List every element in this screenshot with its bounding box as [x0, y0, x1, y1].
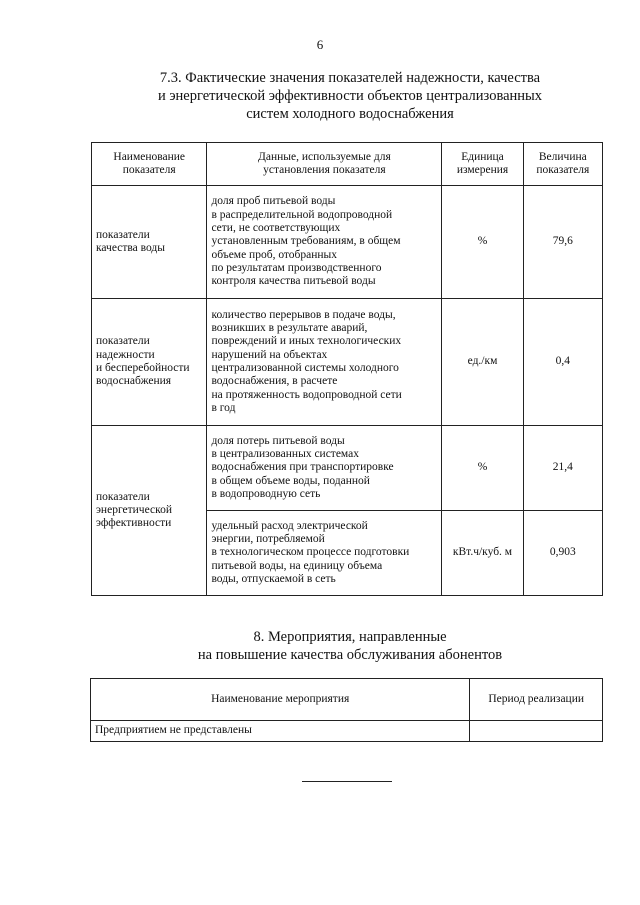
section-7-3-title: 7.3. Фактические значения показателей надежности, качества и энергетической эффективности объектов централизованных систем холодного водоснабжения — [157, 70, 543, 122]
indicators-table — [91, 142, 603, 596]
indicator-unit: % — [442, 426, 523, 511]
signature-line — [302, 781, 392, 782]
header-value: Величина показателя — [523, 143, 602, 186]
header-measure-name: Наименование мероприятия — [91, 679, 470, 721]
table-row — [92, 186, 603, 299]
indicator-data: доля потерь питьевой воды в централизованных системах водоснабжения при транспортировке в общем объеме воды, поданной в водопроводную сеть — [207, 426, 442, 511]
header-indicator-name: Наименование показателя — [92, 143, 207, 186]
measure-name: Предприятием не представлены — [91, 721, 470, 742]
header-data-used: Данные, используемые для установления показателя — [207, 143, 442, 186]
indicator-value: 0,4 — [523, 299, 602, 426]
table-row — [92, 299, 603, 426]
indicator-data: количество перерывов в подаче воды, возникших в результате аварий, повреждений и иных технологических нарушений на объектах централизованной системы холодного водоснабжения, в расчете на протяженность водопроводной сети в год — [207, 299, 442, 426]
indicator-name: показатели качества воды — [92, 186, 207, 299]
page-number: 6 — [316, 37, 324, 52]
indicator-value: 21,4 — [523, 426, 602, 511]
indicator-value: 79,6 — [523, 186, 602, 299]
table-row — [92, 426, 603, 511]
measures-table — [90, 678, 603, 742]
section-8-title: 8. Мероприятия, направленные на повышение качества обслуживания абонентов — [197, 629, 503, 663]
table-header-row — [91, 679, 603, 721]
indicator-value: 0,903 — [523, 511, 602, 596]
indicator-name: показатели энергетической эффективности — [92, 426, 207, 596]
indicator-data: доля проб питьевой воды в распределительной водопроводной сети, не соответствующих установленным требованиям, в общем объеме проб, отобранных по результатам производственного контроля качества питьевой воды — [207, 186, 442, 299]
indicator-unit: ед./км — [442, 299, 523, 426]
indicator-unit: % — [442, 186, 523, 299]
table-header-row — [92, 143, 603, 186]
header-unit: Единица измерения — [442, 143, 523, 186]
indicator-data: удельный расход электрической энергии, потребляемой в технологическом процессе подготовки питьевой воды, на единицу объема воды, отпускаемой в сеть — [207, 511, 442, 596]
indicator-name: показатели надежности и бесперебойности водоснабжения — [92, 299, 207, 426]
measure-period — [470, 721, 603, 742]
table-row — [91, 721, 603, 742]
header-period: Период реализации — [470, 679, 603, 721]
indicator-unit: кВт.ч/куб. м — [442, 511, 523, 596]
